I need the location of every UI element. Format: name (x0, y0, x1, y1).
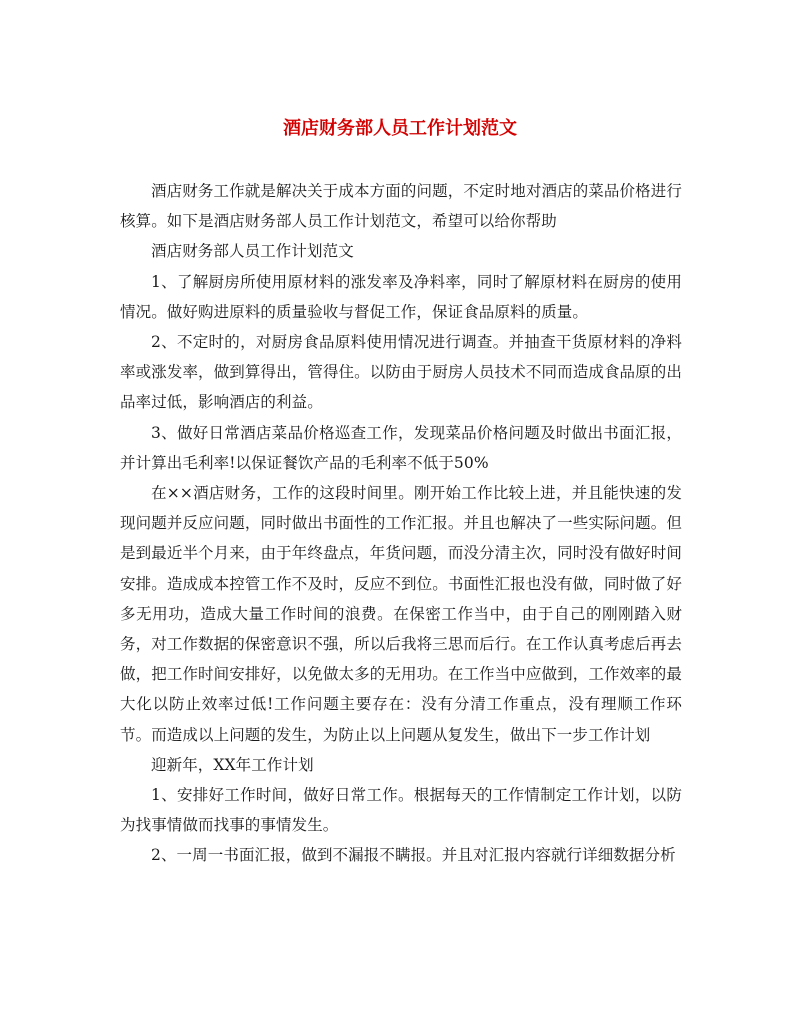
paragraph-new-year-heading: 迎新年，XX年工作计划 (151, 755, 314, 774)
document-body (120, 176, 682, 871)
paragraph-intro: 酒店财务工作就是解决关于成本方面的问题，不定时地对酒店的菜品价格进行核算。如下是酒店财务部人员工作计划范文，希望可以给你帮助 (120, 182, 682, 231)
document-title: 酒店财务部人员工作计划范文 (283, 118, 517, 139)
paragraph-summary: 在××酒店财务，工作的这段时间里。刚开始工作比较上进，并且能快速的发现问题并反应问题，同时做出书面性的工作汇报。并且也解决了一些实际问题。但是到最近半个月来，由于年终盘点，年货问题，而没分清主次，同时没有做好时间安排。造成成本控管工作不及时，反应不到位。书面性汇报也没有做，同时做了好多无用功，造成大量工作时间的浪费。在保密工作当中，由于自己的刚刚踏入财务，对工作数据的保密意识不强，所以后我将三思而后行。在工作认真考虑后再去做，把工作时间安排好，以免做太多的无用功。在工作当中应做到，工作效率的最大化以防止效率过低!工作问题主要存在：没有分清工作重点，没有理顺工作环节。而造成以上问题的发生，为防止以上问题从复发生，做出下一步工作计划 (120, 484, 682, 744)
paragraph-item-1: 1、了解厨房所使用原材料的涨发率及净料率，同时了解原材料在厨房的使用情况。做好购进原料的质量验收与督促工作，保证食品原料的质量。 (120, 272, 682, 321)
paragraph-plan-1: 1、安排好工作时间，做好日常工作。根据每天的工作情制定工作计划，以防为找事情做而找事的事情发生。 (120, 786, 682, 835)
paragraph-item-3: 3、做好日常酒店菜品价格巡查工作，发现菜品价格问题及时做出书面汇报，并计算出毛利率!以保证餐饮产品的毛利率不低于50% (120, 423, 682, 472)
paragraph-item-2: 2、不定时的，对厨房食品原料使用情况进行调查。并抽查干货原材料的净料率或涨发率，做到算得出，管得住。以防由于厨房人员技术不同而造成食品原的出品率过低，影响酒店的利益。 (120, 333, 682, 412)
paragraph-plan-2: 2、一周一书面汇报，做到不漏报不瞒报。并且对汇报内容就行详细数据分析 (151, 846, 676, 865)
paragraph-subtitle: 酒店财务部人员工作计划范文 (151, 242, 354, 261)
